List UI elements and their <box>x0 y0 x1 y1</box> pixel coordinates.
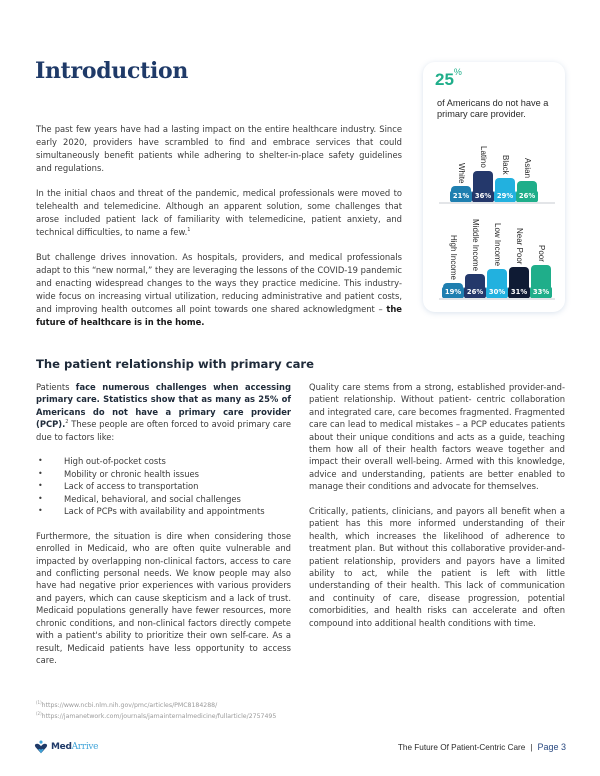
left-paragraph-2: Furthermore, the situation is dire when considering those enrolled in Medicaid, who are often quite vulnerable and impacted by overlapping non-clinical factors, access to care and conflicting personal needs. We know people may also have had negative prior experiences with various providers and payers, which can cause skepticism and a lack of trust. Medicaid populations generally have fewer resources, more chronic conditions, and non-clinical factors directly compete with a patient's ability to prioritize their own self-care. As a result, Medicaid patients have less opportunity to access care. <box>36 530 291 665</box>
income-bar-chart <box>423 212 565 298</box>
race-bar-chart <box>423 142 565 202</box>
footnotes <box>36 700 276 722</box>
stat-caption: of Americans do not have a primary care provider. <box>437 98 549 119</box>
list-item: • Lack of access to transportation <box>36 480 291 492</box>
intro-paragraph-1: The past few years have had a lasting impact on the entire healthcare industry. Since early 2020, providers have scrambled to find and embrace services that could simultaneously benefit patients while adhering to shelter-in-place safety guidelines and regulations. <box>36 124 402 173</box>
logo-wordmark <box>51 742 98 752</box>
intro-paragraph-3 <box>36 251 402 328</box>
chart-bar <box>495 178 515 202</box>
chart-bar <box>451 186 471 202</box>
bar-category-label: High Income <box>449 235 458 280</box>
logo-part-1: Med <box>51 742 72 752</box>
left-column <box>36 381 291 679</box>
bar-value-label: 36% <box>472 191 494 202</box>
heart-logo-icon <box>34 740 48 754</box>
stat-unit: % <box>453 67 462 77</box>
intro-paragraph-3-emphasis: the future of healthcare is in the home. <box>36 304 402 327</box>
bar-value-label: 26% <box>516 191 538 202</box>
left-p1-emphasis: face numerous challenges when accessing primary care. Statistics show that as many as 25% of Americans do not have a primary care provider (PCP). <box>36 382 291 430</box>
footnote-1-link[interactable]: https://www.ncbi.nlm.nih.gov/pmc/articles/PMC8184288/ <box>41 702 218 709</box>
list-item: • High out-of-pocket costs <box>36 455 291 467</box>
medarrive-logo <box>34 740 98 754</box>
footer-separator: | <box>530 743 533 752</box>
intro-text <box>36 123 402 341</box>
list-item: • Mobility or chronic health issues <box>36 468 291 480</box>
page-footer <box>398 742 566 752</box>
left-p1-lead: Patients <box>36 382 76 392</box>
bar-value-label: 26% <box>464 287 486 298</box>
left-p1-tail: These people are often forced to avoid primary care due to factors like: <box>36 419 291 442</box>
page-title: Introduction <box>35 58 189 84</box>
intro-paragraph-2 <box>36 187 402 239</box>
page-number: Page 3 <box>537 742 566 752</box>
bar-value-label: 31% <box>508 287 530 298</box>
factors-list <box>36 455 291 517</box>
chart-bar <box>465 274 485 298</box>
right-paragraph-2: Critically, patients, clinicians, and payors all benefit when a patient has this more informed understanding of their health, which increases the likelihood of adherence to treatment plan. But without this collaborative provider-and-patient relationship, providers and payors have a limited ability to act, while the patient is left with little understanding of their health. This lack of communication and continuity of care, disease progression, potential comorbidities, and health risks can accelerate and often compound into additional health conditions with time. <box>309 506 565 628</box>
chart-bar <box>473 171 493 202</box>
bar-value-label: 29% <box>494 191 516 202</box>
footnote-2 <box>36 711 276 722</box>
footnote-1-ref: (1) <box>36 699 42 705</box>
list-item: • Lack of PCPs with availability and appointments <box>36 505 291 517</box>
bar-category-label: Poor <box>537 245 546 262</box>
chart-bar <box>531 265 551 298</box>
income-chart-baseline <box>439 298 555 300</box>
bar-value-label: 33% <box>530 287 552 298</box>
right-column <box>309 381 565 642</box>
bar-category-label: Low Income <box>493 223 502 267</box>
bar-category-label: Latino <box>479 146 488 168</box>
right-paragraph-1: Quality care stems from a strong, established provider-and-patient relationship. Without patient- centric collaboration and integrated care, care becomes fragmented. Fragmented care can lead to medical mistakes – a PCP educates patients about their unique conditions and acts as a guide, teaching them how all of their health factors weave together and impact their overall well-being. Armed with this knowledge, advice and understanding, patients are better enabled to manage their conditions and advocate for themselves. <box>309 382 565 492</box>
bar-value-label: 30% <box>486 287 508 298</box>
stat-number: 25 <box>435 70 454 89</box>
footnote-ref-2[interactable]: 2 <box>65 419 69 426</box>
stat-value <box>435 67 462 90</box>
chart-bar <box>443 283 463 298</box>
footnote-ref-1[interactable]: 1 <box>187 227 191 234</box>
bar-value-label: 19% <box>442 287 464 298</box>
bar-category-label: Asian <box>523 158 532 179</box>
footer-doc-title: The Future Of Patient-Centric Care <box>397 743 526 752</box>
bar-value-label: 21% <box>450 191 472 202</box>
bar-category-label: White <box>457 163 466 184</box>
footnote-1 <box>36 700 276 711</box>
intro-paragraph-2-text: In the initial chaos and threat of the pandemic, medical professionals were moved to telehealth and telemedicine. Although an apparent solution, some challenges that arose included patient lack of familiarity with telemedicine, patient anxiety, and technical difficulties, to name a few. <box>36 188 402 237</box>
chart-bar <box>487 269 507 298</box>
bar-category-label: Black <box>501 155 510 175</box>
footnote-2-ref: (2) <box>36 710 42 716</box>
left-paragraph-1 <box>36 381 291 443</box>
intro-paragraph-3-text: But challenge drives innovation. As hospitals, providers, and medical professionals adapt to this “new normal,” they are leveraging the lessons of the COVID-19 pandemic and enacting widespread changes to the ways they practice medicine. This industry-wide focus on increasing virtual utilization, reducing administrative and patient costs, and improving health outcomes all point towards one shared acknowledgment – <box>36 252 402 315</box>
chart-bar <box>517 181 537 202</box>
section-title: The patient relationship with primary care <box>36 357 314 371</box>
chart-bar <box>509 267 529 298</box>
logo-part-2: Arrive <box>71 742 99 752</box>
race-chart-baseline <box>439 202 555 204</box>
bar-category-label: Near Poor <box>515 228 524 265</box>
list-item: • Medical, behavioral, and social challenges <box>36 493 291 505</box>
stat-card <box>423 62 565 312</box>
bar-category-label: Middle Income <box>471 219 480 272</box>
footnote-2-link[interactable]: https://jamanetwork.com/journals/jamainternalmedicine/fullarticle/2757495 <box>41 713 277 720</box>
